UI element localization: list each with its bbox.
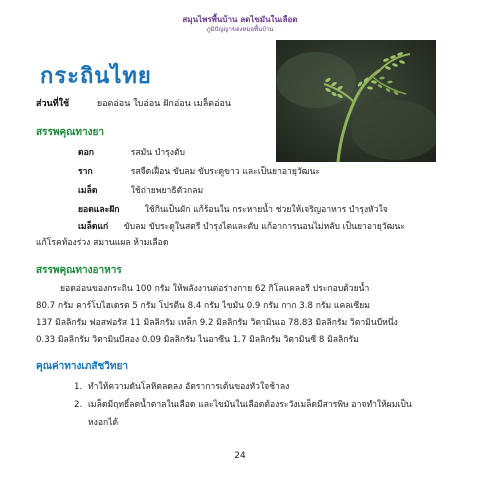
medicinal-key: เมล็ดแก่: [78, 222, 109, 232]
header-title: สมุนไพรพื้นบ้าน ลดไขมันในเลือด: [182, 15, 298, 24]
parts-used-value: ยอดอ่อน ใบอ่อน ฝักอ่อน เมล็ดอ่อน: [96, 99, 232, 109]
medicinal-row: [78, 221, 405, 233]
item-number: 2.: [74, 400, 83, 410]
nutrition-line: 80.7 กรัม คาร์โบไฮเดรต 5 กรัม โปรตีน 8.4 กรัม ไขมัน 0.9 กรัม กาก 3.8 กรัม แคลเซียม: [36, 301, 370, 311]
pharmacology-item-continuation: หงอกได้: [88, 418, 119, 428]
medicinal-value: รสมัน บำรุงตับ: [130, 148, 185, 158]
medicinal-row: [78, 147, 185, 159]
nutrition-paragraph: [36, 281, 444, 349]
header-subtitle: ภูมิปัญญาของหมอพื้นบ้าน: [206, 26, 274, 33]
nutrition-line: ยอดอ่อนของกระถิน 100 กรัม ให้พลังงานต่อร่างกาย 62 กิโลแคลอรี ประกอบด้วยน้ำ: [60, 284, 370, 294]
nutrition-line: 137 มิลลิกรัม ฟอสฟอรัส 11 มิลลิกรัม เหล็ก 9.2 มิลลิกรัม วิตามินเอ 78.83 มิลลิกรัม วิตามินบีหนึ่ง: [36, 318, 398, 328]
plant-photo: [276, 40, 436, 162]
medicinal-value: ใช้กินเป็นผัก แก้ร้อนใน กระหายน้ำ ช่วยให้เจริญอาหาร บำรุงหัวใจ: [144, 205, 388, 215]
page-header: [0, 14, 480, 34]
medicinal-key: ราก: [78, 167, 93, 177]
nutrition-heading: สรรพคุณทางอาหาร: [36, 265, 122, 276]
medicinal-row: [78, 166, 320, 178]
pharmacology-heading: คุณค่าทางเภสัชวิทยา: [36, 361, 128, 372]
medicinal-key: ยอดและฝัก: [78, 205, 120, 215]
page-number: 24: [234, 451, 246, 461]
pharmacology-item: [74, 379, 289, 395]
pharmacology-item: [74, 397, 412, 413]
parts-used-label: ส่วนที่ใช้: [36, 99, 70, 109]
medicinal-value: ขับลม ขับระดูในสตรี บำรุงไตและตับ แก้อาการนอนไม่หลับ เป็นยาอายุวัฒนะ: [123, 222, 405, 232]
parts-used: [36, 98, 231, 110]
item-text: เมล็ดมีฤทธิ์ลดน้ำตาลในเลือด และไขมันในเลือดต้องระวังเมล็ดมีสารพิษ อาจทำให้ผมเป็น: [88, 400, 412, 410]
medicinal-row: [78, 185, 203, 197]
medicinal-key: ดอก: [78, 148, 94, 158]
item-text: ทำให้ความดันโลหิตลดลง อัตราการเต้นของหัวใจช้าลง: [88, 382, 290, 392]
page-title: กระถินไทย: [40, 64, 152, 89]
item-number: 1.: [74, 382, 83, 392]
nutrition-line: 0.33 มิลลิกรัม วิตามินบีสอง 0.09 มิลลิกรัม ไนอาซีน 1.7 มิลลิกรัม วิตามินซี 8 มิลลิกรัม: [36, 335, 359, 345]
medicinal-value: รสจืดเฝื่อน ขับลม ขับระดูขาว และเป็นยาอายุวัฒนะ: [130, 167, 320, 177]
medicinal-key: เมล็ด: [78, 186, 98, 196]
medicinal-row: [78, 204, 388, 216]
medicinal-value: ใช้ถ่ายพยาธิตัวกลม: [130, 186, 204, 196]
medicinal-continuation: แก้โรคท้องร่วง สมานแผล ห้ามเลือด: [36, 238, 169, 248]
medicinal-heading: สรรพคุณทางยา: [36, 127, 104, 138]
